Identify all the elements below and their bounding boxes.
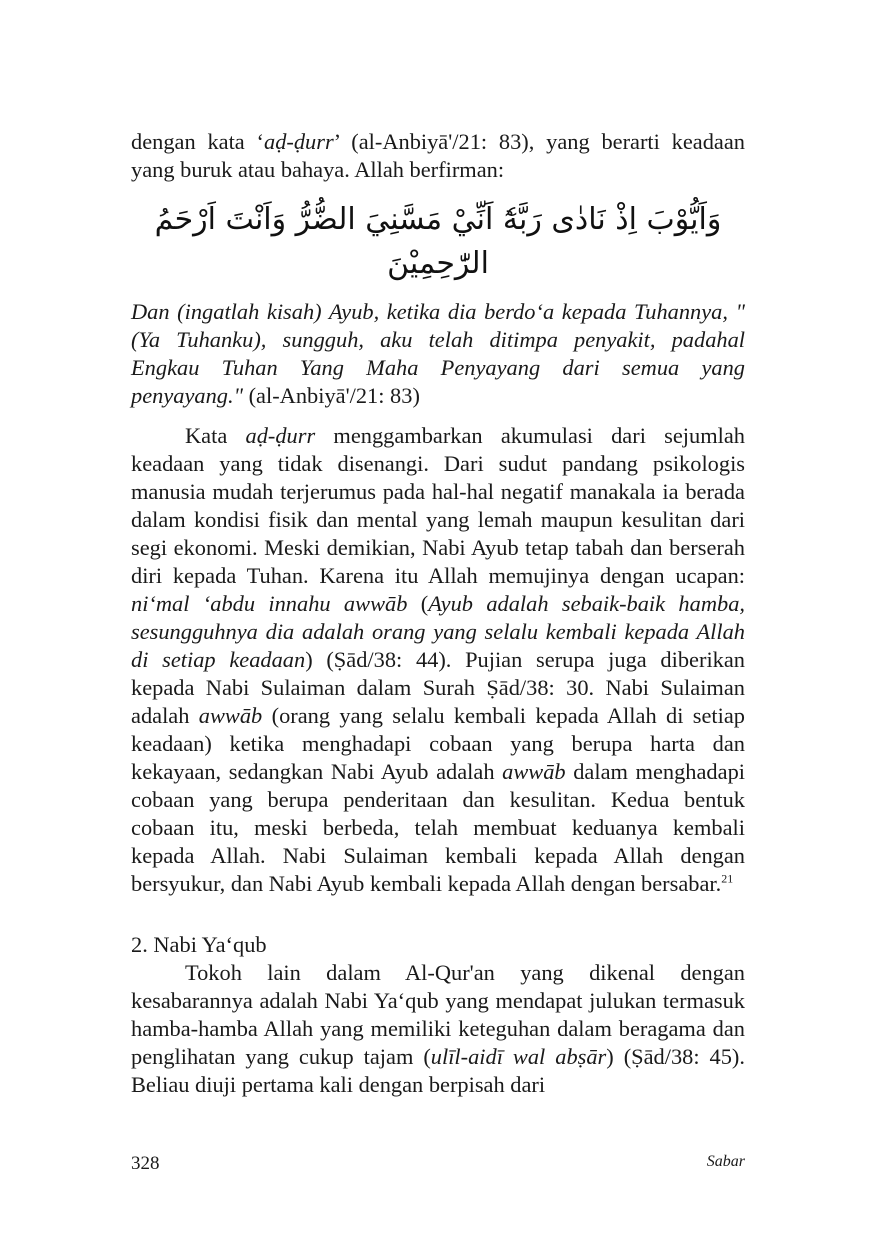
- page-body: [131, 128, 745, 1099]
- italic-term: awwāb: [502, 759, 566, 784]
- text-run: ) (Ṣād/38: 44). Pujian serupa juga diberikan kepada Nabi Sulaiman dalam Surah Ṣād/38: 30. Nabi Sulaiman adalah: [131, 647, 745, 728]
- verse-reference: (al-Anbiyā'/21: 83): [243, 383, 420, 408]
- translation-text: Dan (ingatlah kisah) Ayub, ketika dia berdo‘a kepada Tuhannya, "(Ya Tuhanku), sungguh, aku telah ditimpa penyakit, padahal Engkau Tuhan Yang Maha Penyayang dari semua yang penyayang.": [131, 299, 745, 408]
- verse-translation: [131, 298, 745, 410]
- text-run: menggambarkan akumulasi dari sejumlah keadaan yang tidak disenangi. Dari sudut pandang psikologis manusia mudah terjerumus pada hal-hal negatif manakala ia berada dalam kondisi fisik dan mental yang lemah maupun kesulitan dari segi ekonomi. Meski demikian, Nabi Ayub tetap tabah dan berserah diri kepada Tuhan. Karena itu Allah memujinya dengan ucapan:: [131, 423, 745, 588]
- italic-term: ulīl-aidī wal abṣār: [430, 1044, 607, 1069]
- text-run: (: [407, 591, 429, 616]
- page-footer: [131, 1153, 745, 1177]
- text-run: ’ (al-Anbiyā'/21: 83), yang berarti keadaan yang buruk atau bahaya. Allah berfirman:: [131, 129, 745, 182]
- running-title: Sabar: [706, 1153, 745, 1170]
- text-run: ) (Ṣād/38: 45). Beliau diuji pertama kali dengan berpisah dari: [131, 1044, 745, 1097]
- body-paragraph-ayub: [131, 422, 745, 898]
- text-run: (orang yang selalu kembali kepada Allah di setiap keadaan) ketika menghadapi cobaan yang berupa harta dan kekayaan, sedangkan Nabi Ayub adalah: [131, 703, 745, 784]
- spacer: [131, 410, 745, 422]
- arabic-verse: وَاَيُّوْبَ اِذْ نَادٰى رَبَّهٗٓ اَنِّيْ مَسَّنِيَ الضُّرُّ وَاَنْتَ اَرْحَمُ الرّٰحِمِيْنَ: [154, 202, 722, 281]
- italic-term: aḍ-ḍurr: [245, 423, 316, 448]
- text-run: Tokoh lain dalam Al-Qur'an yang dikenal dengan kesabarannya adalah Nabi Ya‘qub yang mendapat julukan termasuk hamba-hamba Allah yang memiliki keteguhan dalam beragama dan penglihatan yang cukup tajam (: [131, 960, 745, 1069]
- text-run: dalam menghadapi cobaan yang berupa penderitaan dan kesulitan. Kedua bentuk cobaan itu, meski berbeda, telah membuat keduanya kembali kepada Allah. Nabi Sulaiman kembali kepada Allah dengan bersyukur, dan Nabi Ayub kembali kepada Allah dengan bersabar.: [131, 759, 745, 896]
- intro-paragraph: [131, 128, 745, 184]
- body-paragraph-yaqub: [131, 959, 745, 1099]
- section-heading: 2. Nabi Ya‘qub: [131, 932, 267, 957]
- italic-term: Ayub adalah sebaik-baik hamba, sesungguhnya dia adalah orang yang selalu kembali kepada Allah di setiap keadaan: [131, 591, 745, 672]
- italic-term: aḍ-ḍurr: [264, 129, 334, 154]
- italic-term: awwāb: [198, 703, 263, 728]
- text-run: dengan kata ‘: [131, 129, 264, 154]
- text-run: Kata: [185, 423, 246, 448]
- italic-term: ni‘mal ‘abdu innahu awwāb: [131, 591, 408, 616]
- spacer: [131, 898, 745, 931]
- footnote-marker: 21: [721, 871, 734, 886]
- page-number: 328: [131, 1153, 160, 1174]
